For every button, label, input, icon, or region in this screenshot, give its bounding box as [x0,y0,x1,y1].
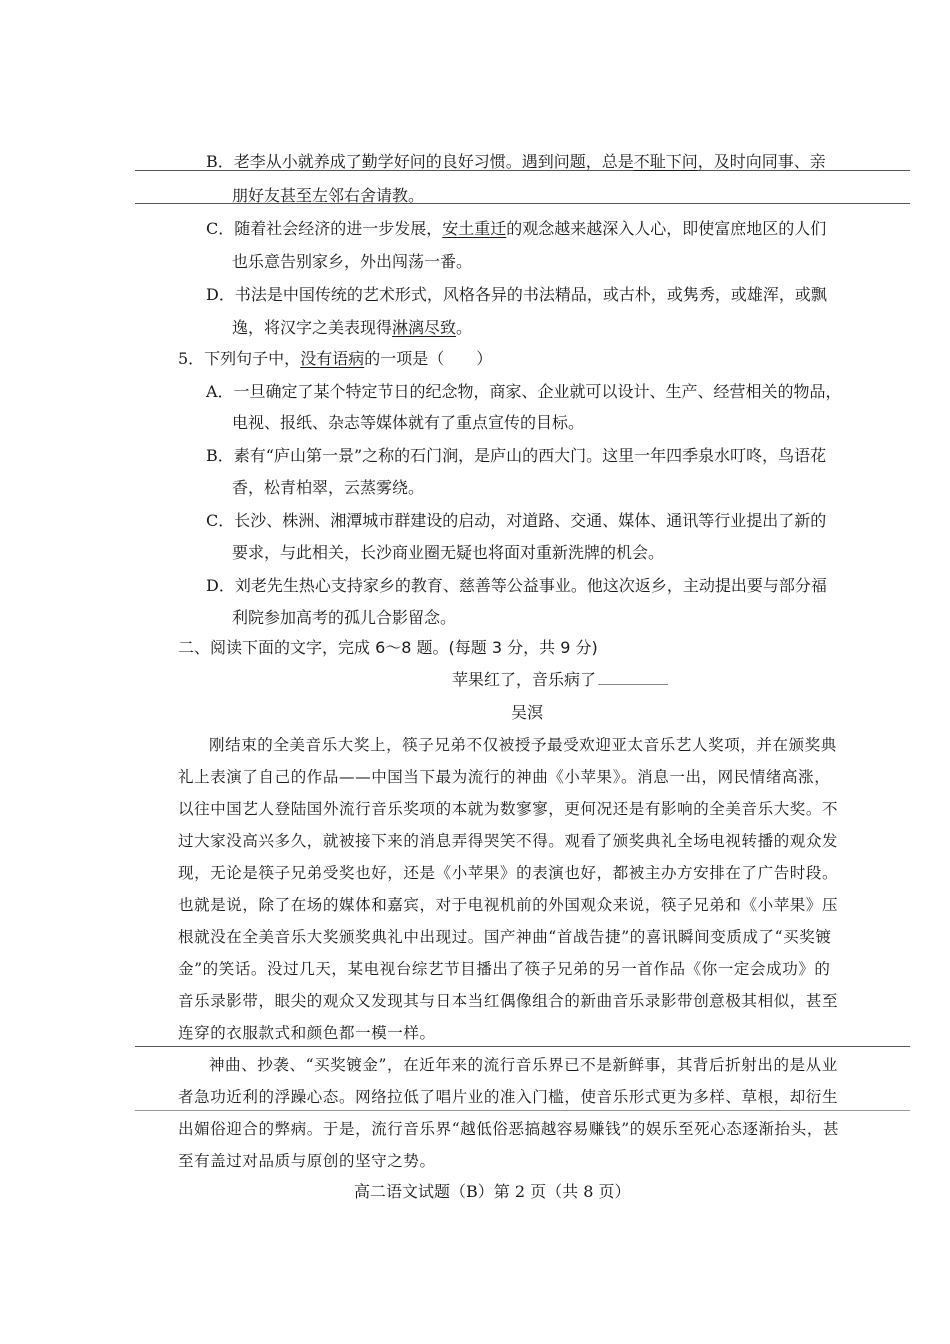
q5-option-a-cont: 电视、报纸、杂志等媒体就有了重点宣传的目标。 [232,413,585,432]
q5-stem: 5．下列句子中，没有语病的一项是（ ） [178,349,493,368]
q5-option-c-cont: 要求，与此相关，长沙商业圈无疑也将面对重新洗牌的机会。 [232,543,665,562]
page-footer: 高二语文试题（B）第 2 页（共 8 页） [354,1182,631,1201]
passage-line: 音乐录影带，眼尖的观众又发现其与日本当红偶像组合的新曲音乐录影带创意极其相似，甚至 [178,992,839,1010]
article-title: 苹果红了，音乐病了 [452,670,668,690]
q4-option-b-cont: 朋好友甚至左邻右舍请教。 [232,186,425,205]
passage-line: 根就没在全美音乐大奖颁奖典礼中出现过。国产神曲“首战告捷”的喜讯瞬间变质成了“买奖镀 [178,928,832,946]
term-underlined: 没有语病 [300,349,365,368]
q5-option-a: A．一旦确定了某个特定节日的纪念物，商家、企业就可以设计、生产、经营相关的物品， [206,382,842,401]
scan-mark [598,684,668,685]
passage-line: 以往中国艺人登陆国外流行音乐奖项的本就为数寥寥，更何况还是有影响的全美音乐大奖。不 [178,800,839,818]
passage-line: 金”的笑话。没过几天，某电视台综艺节目播出了筷子兄弟的另一首作品《你一定会成功》的 [178,960,831,978]
term-underlined: 淋漓尽致 [392,318,457,337]
q5-option-d-cont: 利院参加高考的孤儿合影留念。 [232,608,457,627]
q4-option-d: D．书法是中国传统的艺术形式，风格各异的书法精品，或古朴，或隽秀，或雄浑，或飘 [206,285,827,304]
section-heading: 二、阅读下面的文字，完成 6～8 题。(每题 3 分，共 9 分) [178,638,598,657]
q4-option-c-cont: 也乐意告别家乡，外出闯荡一番。 [232,252,473,271]
passage-line: 连穿的衣服款式和颜色都一模一样。 [178,1024,436,1042]
q5-option-b: B．素有“庐山第一景”之称的石门涧，是庐山的西大门。这里一年四季泉水叮咚，鸟语花 [206,446,827,465]
q4-option-d-cont: 逸，将汉字之美表现得淋漓尽致。 [232,318,473,337]
q5-option-b-cont: 香，松青柏翠，云蒸雾绕。 [232,478,425,497]
term-underlined: 安土重迁 [442,219,507,238]
passage-line: 者急功近利的浮躁心态。网络拉低了唱片业的准入门槛，使音乐形式更为多样、草根，却衍生 [178,1088,839,1106]
passage-line: 现，无论是筷子兄弟受奖也好，还是《小苹果》的表演也好，都被主办方安排在了广告时段。 [178,864,839,882]
scan-line [135,1046,910,1047]
passage-line: 出媚俗迎合的弊病。于是，流行音乐界“越低俗恶搞越容易赚钱”的娱乐至死心态逐渐抬头，甚 [178,1120,840,1138]
q5-option-d: D．刘老先生热心支持家乡的教育、慈善等公益事业。他这次返乡，主动提出要与部分福 [206,576,827,595]
passage-line: 过大家没高兴多久，就被接下来的消息弄得哭笑不得。观看了颁奖典礼全场电视转播的观众发 [178,832,839,850]
passage-line: 神曲、抄袭、“买奖镀金”，在近年来的流行音乐界已不是新鲜事，其背后折射出的是从业 [209,1056,838,1074]
q5-option-c: C．长沙、株洲、湘潭城市群建设的启动，对道路、交通、媒体、通讯等行业提出了新的 [206,511,827,530]
passage-line: 也就是说，除了在场的媒体和嘉宾，对于电视机前的外国观众来说，筷子兄弟和《小苹果》压 [178,896,839,914]
scan-line [135,1110,910,1111]
passage-line: 礼上表演了自己的作品——中国当下最为流行的神曲《小苹果》。消息一出，网民情绪高涨， [178,768,831,786]
term-underlined: 不耻下问 [633,152,698,171]
passage-line: 至有盖过对品质与原创的坚守之势。 [178,1152,436,1170]
q4-option-c: C．随着社会经济的进一步发展，安土重迁的观念越来越深入人心，即使富庶地区的人们 [206,219,827,238]
q4-option-b: B．老李从小就养成了勤学好问的良好习惯。遇到问题，总是不耻下问，及时向同事、亲 [206,152,826,171]
passage-line: 刚结束的全美音乐大奖上，筷子兄弟不仅被授予最受欢迎亚太音乐艺人奖项，并在颁奖典 [209,736,837,754]
article-author: 吴溟 [511,703,544,722]
